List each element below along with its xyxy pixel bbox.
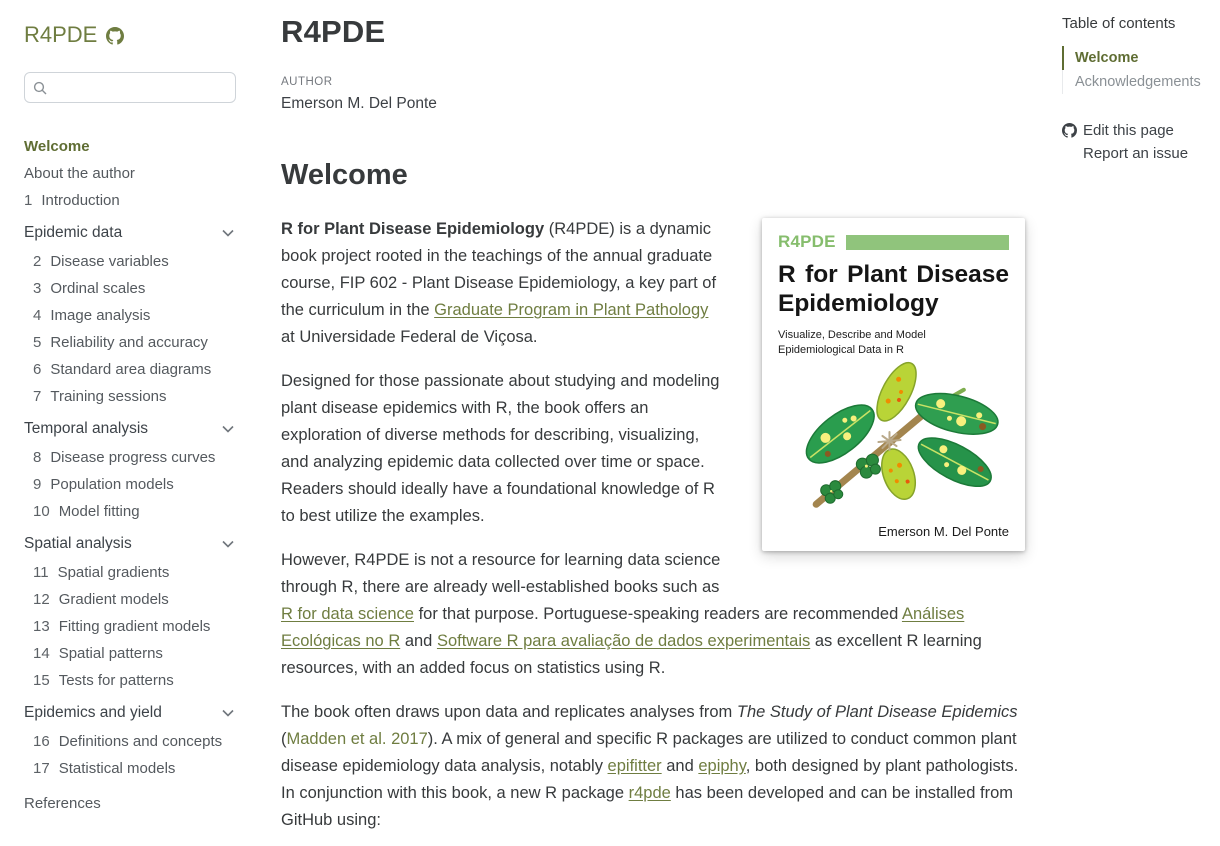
sidebar-item-label: Standard area diagrams — [50, 361, 212, 378]
chapter-number: 14 — [33, 645, 50, 662]
sidebar-item-label: References — [24, 795, 101, 812]
cover-author: Emerson M. Del Ponte — [878, 524, 1009, 539]
sidebar-item-label: Fitting gradient models — [58, 618, 211, 635]
author-label: AUTHOR — [281, 76, 333, 88]
paragraph: R for Plant Disease Epidemiology (R4PDE) is a dynamic book project rooted in the teachings of the annual graduate course, FIP 602 - Plant Disease Epidemiology, a key part of the curriculum in the Graduate Program in Plant Pathology at Universidade Federal de Viçosa. — [281, 220, 717, 346]
sidebar-item-label: Spatial gradients — [57, 564, 170, 581]
inline-link[interactable]: r4pde — [628, 784, 671, 802]
cover-title: R for Plant Disease Epidemiology — [778, 261, 1009, 317]
paragraph: Designed for those passionate about studying and modeling plant disease epidemics with R, the book offers an exploration of diverse methods for describing, visualizing, and analyzing epidemic data collected over time or space. Readers should ideally have a foundational knowledge of R to best utilize the examples. — [281, 372, 720, 525]
toc-item-welcome[interactable]: Welcome — [1062, 46, 1219, 70]
sidebar-item-label: Gradient models — [58, 591, 169, 608]
sidebar-item-label: Disease variables — [50, 253, 169, 270]
sidebar-section-label: Spatial analysis — [24, 535, 132, 552]
sidebar-item-reliability-and-accuracy[interactable] — [24, 329, 236, 356]
sidebar-item-label: About the author — [24, 165, 135, 182]
sidebar-item-model-fitting[interactable] — [24, 498, 236, 525]
paragraph: However, R4PDE is not a resource for learning data science through R, there are already well-established books such as R for data science for that purpose. Portuguese-speaking readers are recommended Análises Ecológicas no R and Software R para avaliação de dados experimentais as excellent R learning resources, with an added focus on statistics using R. — [281, 551, 982, 677]
cover-bar — [846, 235, 1009, 250]
sidebar-section-label: Epidemic data — [24, 224, 123, 241]
sidebar-item-definitions-and-concepts[interactable] — [24, 728, 236, 755]
book-cover-image — [762, 218, 1025, 551]
sidebar-item-gradient-models[interactable] — [24, 586, 236, 613]
chapter-number: 3 — [33, 280, 42, 297]
welcome-heading: Welcome — [281, 159, 408, 191]
chapter-number: 1 — [24, 192, 33, 209]
sidebar-item-introduction[interactable] — [24, 187, 236, 214]
sidebar-item-standard-area-diagrams[interactable] — [24, 356, 236, 383]
chevron-down-icon — [222, 540, 234, 548]
sidebar-section-spatial-analysis[interactable] — [24, 528, 236, 559]
sidebar-item-label: Population models — [50, 476, 174, 493]
toc-sidebar — [1062, 0, 1219, 846]
sidebar-item-population-models[interactable] — [24, 471, 236, 498]
report-issue-label: Report an issue — [1083, 145, 1189, 162]
inline-link[interactable]: Graduate Program in Plant Pathology — [434, 301, 709, 319]
edit-this-page-link[interactable] — [1062, 119, 1219, 142]
cover-subtitle: Visualize, Describe and Model Epidemiological Data in R — [778, 328, 926, 357]
sidebar-item-disease-variables[interactable] — [24, 248, 236, 275]
book-title: R4PDE — [281, 14, 386, 49]
chapter-number: 17 — [33, 760, 50, 777]
report-issue-link[interactable] — [1062, 142, 1219, 165]
sidebar-section-temporal-analysis[interactable] — [24, 413, 236, 444]
sidebar-item-tests-for-patterns[interactable] — [24, 667, 236, 694]
sidebar-header — [24, 22, 236, 48]
sidebar-item-label: Welcome — [24, 138, 90, 155]
sidebar-item-spatial-patterns[interactable] — [24, 640, 236, 667]
chapter-number: 10 — [33, 503, 50, 520]
sidebar-item-label: Disease progress curves — [50, 449, 216, 466]
inline-link[interactable]: R for data science — [281, 605, 414, 623]
main-content — [260, 0, 1025, 846]
sidebar-item-label: Introduction — [41, 192, 120, 209]
sidebar-nav — [24, 133, 236, 817]
sidebar-item-label: Tests for patterns — [58, 672, 174, 689]
github-icon[interactable] — [106, 27, 124, 45]
github-icon — [1062, 123, 1077, 138]
sidebar-item-spatial-gradients[interactable] — [24, 559, 236, 586]
chapter-number: 16 — [33, 733, 50, 750]
sidebar-item-statistical-models[interactable] — [24, 755, 236, 782]
inline-link[interactable]: Software R para avaliação de dados experimentais — [436, 632, 811, 650]
sidebar-item-label: Spatial patterns — [58, 645, 163, 662]
author-name: Emerson M. Del Ponte — [281, 95, 437, 112]
chapter-number: 4 — [33, 307, 42, 324]
chevron-down-icon — [222, 229, 234, 237]
edit-this-page-label: Edit this page — [1083, 122, 1174, 139]
chapter-number: 9 — [33, 476, 42, 493]
sidebar — [0, 0, 260, 846]
search-input[interactable] — [53, 80, 227, 96]
inline-link[interactable]: Análises Ecológicas no R — [281, 605, 965, 650]
chapter-number: 7 — [33, 388, 42, 405]
search-icon — [33, 81, 47, 95]
sidebar-section-epidemics-and-yield[interactable] — [24, 697, 236, 728]
sidebar-item-label: Ordinal scales — [50, 280, 146, 297]
toc-item-acknowledgements[interactable]: Acknowledgements — [1062, 70, 1219, 94]
chapter-number: 6 — [33, 361, 42, 378]
sidebar-item-ordinal-scales[interactable] — [24, 275, 236, 302]
sidebar-title-link[interactable]: R4PDE — [24, 22, 98, 47]
sidebar-item-label: Model fitting — [58, 503, 140, 520]
chapter-number: 8 — [33, 449, 42, 466]
sidebar-item-references[interactable] — [24, 790, 236, 817]
cover-brand: R4PDE — [778, 232, 836, 251]
paragraph: The book often draws upon data and replicates analyses from The Study of Plant Disease Epidemics (Madden et al. 2017). A mix of general and specific R packages are utilized to conduct common plant disease epidemiology data analysis, notably epifitter and epiphy, both designed by plant pathologists. In conjunction with this book, a new R package r4pde has been developed and can be installed from GitHub using: — [281, 703, 1019, 829]
sidebar-item-label: Definitions and concepts — [58, 733, 223, 750]
chapter-number: 11 — [33, 564, 49, 581]
sidebar-item-label: Statistical models — [58, 760, 176, 777]
toc-header: Table of contents — [1062, 15, 1176, 32]
chevron-down-icon — [222, 425, 234, 433]
sidebar-item-image-analysis[interactable] — [24, 302, 236, 329]
sidebar-item-welcome[interactable] — [24, 133, 236, 160]
toc-tools — [1062, 119, 1219, 165]
plant-illustration — [778, 361, 1009, 513]
sidebar-item-training-sessions[interactable] — [24, 383, 236, 410]
sidebar-section-epidemic-data[interactable] — [24, 217, 236, 248]
citation-link[interactable]: Madden et al. 2017 — [286, 730, 428, 748]
chevron-down-icon — [222, 709, 234, 717]
sidebar-section-label: Temporal analysis — [24, 420, 149, 437]
cover-header — [778, 232, 1009, 252]
sidebar-item-disease-progress-curves[interactable] — [24, 444, 236, 471]
sidebar-item-label: Image analysis — [50, 307, 151, 324]
sidebar-section-label: Epidemics and yield — [24, 704, 162, 721]
chapter-number: 15 — [33, 672, 50, 689]
search-box[interactable] — [24, 72, 236, 103]
chapter-number: 13 — [33, 618, 50, 635]
chapter-number: 2 — [33, 253, 42, 270]
content-body — [281, 216, 1025, 834]
toc-list — [1062, 46, 1219, 94]
sidebar-item-label: Training sessions — [50, 388, 167, 405]
sidebar-item-label: Reliability and accuracy — [50, 334, 208, 351]
inline-link[interactable]: epiphy — [698, 757, 746, 775]
sidebar-item-about-the-author[interactable] — [24, 160, 236, 187]
inline-link[interactable]: epifitter — [607, 757, 662, 775]
chapter-number: 5 — [33, 334, 42, 351]
sidebar-item-fitting-gradient-models[interactable] — [24, 613, 236, 640]
chapter-number: 12 — [33, 591, 50, 608]
